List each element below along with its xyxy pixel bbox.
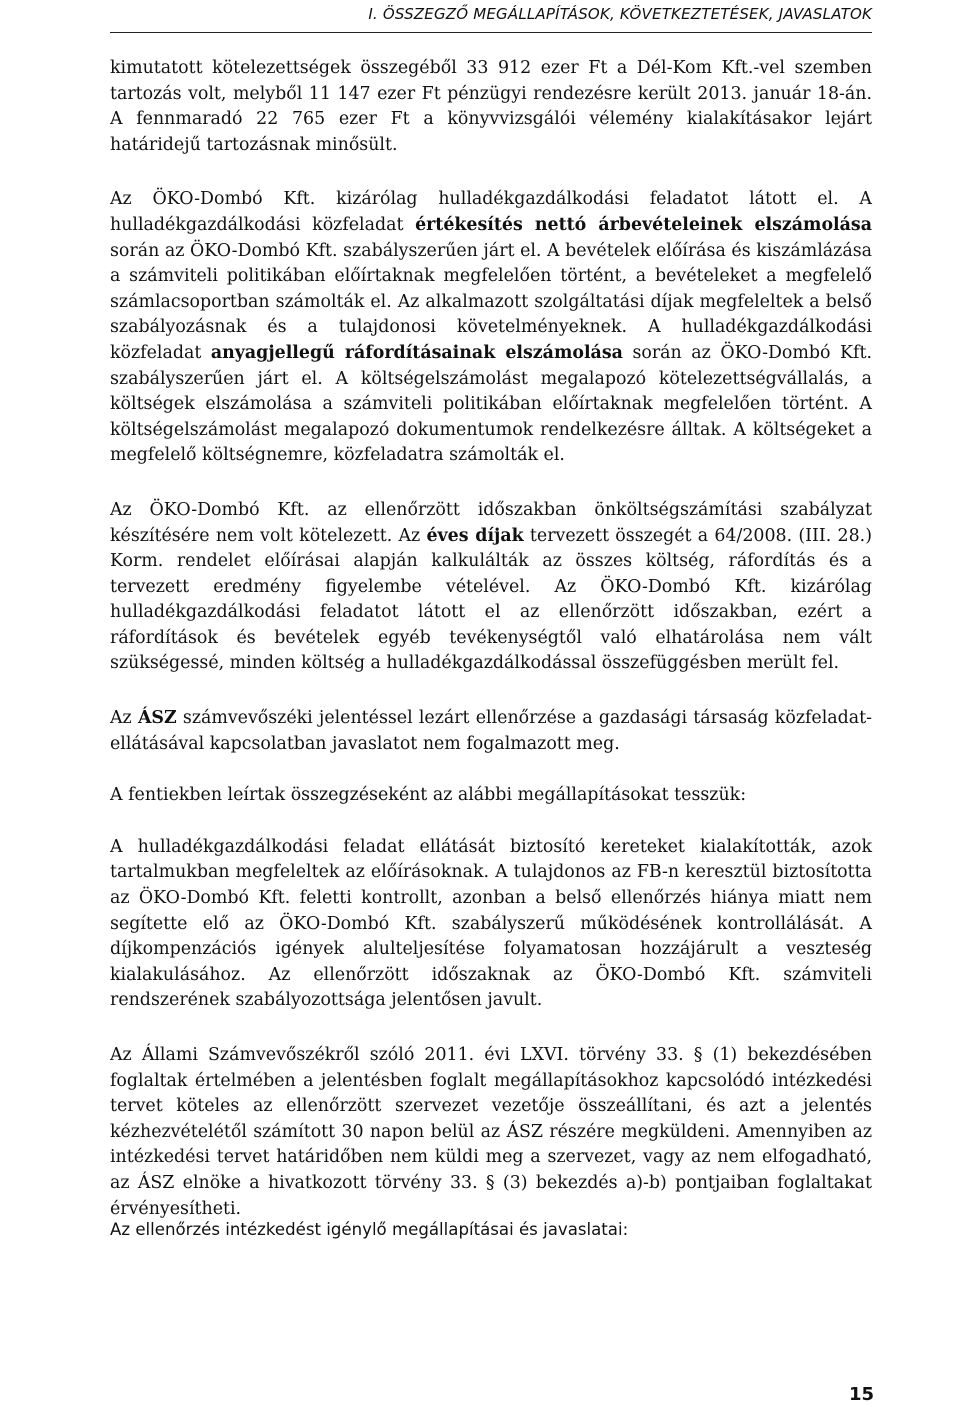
paragraph-2 <box>110 187 872 469</box>
paragraph-2-text-2: során az ÖKO-Dombó Kft. szabályszerűen járt el. A bevételek előírása és kiszámlázása a számviteli politikában előírtaknak megfelelően történt, a bevételeket a megfelelő számlacsoportban számolták el. Az alkalmazott szolgáltatási díjak megfeleltek a belső szabályozásnak és a tulajdonosi követelményeknek. A hulladékgazdálkodási közfeladat <box>110 240 872 363</box>
paragraph-7: Az Állami Számvevőszékről szóló 2011. évi LXVI. törvény 33. § (1) bekezdésében foglaltak értelmében a jelentésben foglalt megállapításokhoz kapcsolódó intézkedési tervet köteles az ellenőrzött szervezet vezetője összeállítani, és azt a jelentés kézhezvételétől számított 30 napon belül az ÁSZ részére megküldeni. Amennyiben az intézkedési tervet határidőben nem küldi meg a szervezet, vagy az nem elfogadható, az ÁSZ elnöke a hivatkozott törvény 33. § (3) bekezdés a)-b) pontjaiban foglaltakat érvényesítheti. <box>110 1045 872 1219</box>
paragraph-4-text-1: Az <box>110 708 138 729</box>
body-text <box>110 56 872 1222</box>
paragraph-4 <box>110 706 872 757</box>
paragraph-1: kimutatott kötelezettségek összegéből 33 912 ezer Ft a Dél-Kom Kft.-vel szemben tartozás volt, melyből 11 147 ezer Ft pénzügyi rendezésre került 2013. január 18-án. A fennmaradó 22 765 ezer Ft a könyvvizsgálói vélemény kialakításakor lejárt határidejű tartozásnak minősült. <box>110 58 872 155</box>
paragraph-3-text-1: Az ÖKO-Dombó Kft. az ellenőrzött időszakban önköltségszámítási szabályzat készítésére nem volt kötelezett. Az <box>110 499 872 546</box>
paragraph-2-emphasis-1: értékesítés nettó árbevételeinek elszámolása <box>415 214 872 235</box>
paragraph-3-text-2: tervezett összegét a 64/2008. (III. 28.) Korm. rendelet előírásai alapján kalkulálták az összes költség, ráfordítás és a tervezett eredmény figyelembe vételével. Az ÖKO-Dombó Kft. kizárólag hulladékgazdálkodási feladatot látott el az ellenőrzött időszakban, ezért a ráfordítások és bevételek egyéb tevékenységtől való elhatárolása nem vált szükségessé, minden költség a hulladékgazdálkodással összefüggésben merült fel. <box>110 525 872 674</box>
paragraph-4-text-2: számvevőszéki jelentéssel lezárt ellenőrzése a gazdasági társaság közfeladat-ellátásával kapcsolatban javaslatot nem fogalmazott meg. <box>110 708 873 754</box>
page-number: 15 <box>848 1384 874 1405</box>
section-title: I. ÖSSZEGZŐ MEGÁLLAPÍTÁSOK, KÖVETKEZTETÉSEK, JAVASLATOK <box>368 5 872 23</box>
paragraph-6: A hulladékgazdálkodási feladat ellátását biztosító kereteket kialakították, azok tartalmukban megfeleltek az előírásoknak. A tulajdonos az FB-n keresztül biztosította az ÖKO-Dombó Kft. feletti kontrollt, azonban a belső ellenőrzés hiánya miatt nem segítette elő az ÖKO-Dombó Kft. szabályszerű működésének kontrollálását. A díjkompenzációs igények alulteljesítése folyamatosan hozzájárult a veszteség kialakulásához. Az ellenőrzött időszaknak az ÖKO-Dombó Kft. számviteli rendszerének szabályozottsága jelentősen javult. <box>110 836 872 1011</box>
paragraph-3-emphasis-1: éves díjak <box>426 525 524 546</box>
paragraph-5: A fentiekben leírtak összegzéseként az alábbi megállapításokat tesszük: <box>110 785 747 806</box>
paragraph-2-text-3: során az ÖKO-Dombó Kft. szabályszerűen járt el. A költségelszámolást megalapozó kötelezettségvállalás, a költségek elszámolása a számviteli politikában előírtaknak megfelelően történt. A költségelszámolást megalapozó dokumentumok rendelkezésre álltak. A költségeket a megfelelő költségnemre, közfeladatra számolták el. <box>110 342 872 466</box>
paragraph-3 <box>110 498 872 677</box>
paragraph-2-emphasis-2: anyagjellegű ráfordításainak elszámolása <box>210 342 623 363</box>
header-divider <box>110 32 872 33</box>
page-header <box>0 0 960 34</box>
paragraph-4-emphasis-1: ÁSZ <box>137 708 177 729</box>
paragraph-2-text-1: Az ÖKO-Dombó Kft. kizárólag hulladékgazdálkodási feladatot látott el. A hulladékgazdálkodási közfeladat <box>110 189 872 235</box>
closing-line: Az ellenőrzés intézkedést igénylő megállapításai és javaslatai: <box>110 1220 629 1239</box>
